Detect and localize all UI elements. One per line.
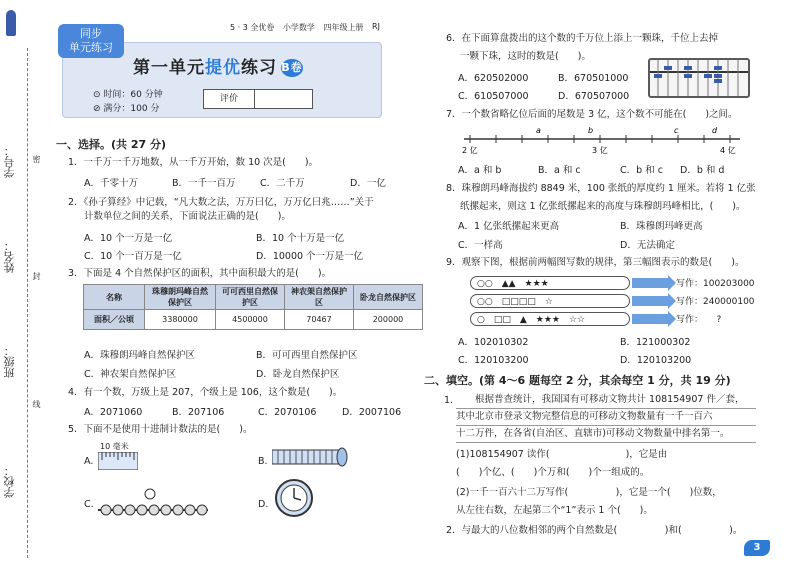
cut-line — [27, 48, 28, 558]
option[interactable]: A．1 亿张纸摞起来更高 — [458, 221, 560, 232]
question-2-line2: 计数单位之间的关系，下面说法正确的是( )。 — [84, 211, 291, 222]
question-7: 7．一个数省略亿位后面的尾数是 3 亿，这个数不可能在( )之间。 — [446, 109, 738, 120]
question-8-line2: 纸摞起来，则这 1 亿张纸摞起来的高度与珠穆朗玛峰相比，( )。 — [460, 201, 746, 212]
option[interactable]: B．可可西里自然保护区 — [256, 350, 358, 361]
question-6-line2: 一颗下珠，这时的数是( )。 — [460, 51, 591, 62]
abacus-figure — [648, 58, 750, 98]
abacus-line-figure — [98, 484, 208, 520]
option[interactable]: C．2070106 — [258, 407, 317, 418]
question-number: 1. — [444, 395, 454, 406]
passage-box — [456, 392, 756, 443]
section-title: 二、填空。(第 4～6 题每空 2 分，其余每空 1 分，共 19 分) — [424, 374, 731, 387]
table-header: 珠穆朗玛峰自然保护区 — [145, 285, 216, 310]
option[interactable]: D．2007106 — [342, 407, 402, 418]
passage-line: 其中北京市登录文物完整信息的可移动文物数量有一千一百六 — [456, 409, 756, 426]
name-field[interactable]: 姓名： — [3, 240, 16, 273]
ruler-figure — [98, 452, 138, 470]
ruler-label: 10 毫米 — [100, 442, 129, 451]
book-meta — [230, 22, 380, 33]
title-highlight: 提优 — [205, 58, 241, 78]
evaluation-input[interactable] — [255, 90, 312, 108]
series-name: 5 · 3 全优卷 — [230, 23, 275, 32]
evaluation-label: 评价 — [204, 90, 255, 108]
class-field[interactable]: 班级： — [3, 345, 16, 378]
option[interactable]: D. — [258, 499, 269, 510]
point-label: a — [536, 126, 541, 135]
score-info: ⊘ 满分：100 分 — [93, 104, 160, 114]
question-1: 1．一千万一千万地数，从一千万开始，数 10 次是( )。 — [68, 157, 319, 168]
unit-badge — [58, 24, 124, 58]
point-label: b — [588, 126, 594, 135]
option[interactable]: B．10 个十万是一亿 — [256, 233, 345, 244]
write-result: 写作： ? — [676, 315, 722, 325]
table-header: 神农架自然保护区 — [285, 285, 354, 310]
option[interactable]: C．120103200 — [458, 355, 529, 366]
option[interactable]: D．无法确定 — [620, 240, 675, 251]
option[interactable]: B．670501000 — [558, 73, 629, 84]
passage-line: 十二万件，在各省(自治区、直辖市)可移动文物数量中排名第一。 — [456, 426, 756, 443]
title-badge: B卷 — [281, 59, 303, 77]
evaluation-box[interactable] — [203, 89, 313, 109]
option[interactable]: A．珠穆朗玛峰自然保护区 — [84, 350, 195, 361]
sub-question-1: (1)108154907 读作( )，它是由 — [456, 449, 668, 460]
options-q3a — [84, 347, 358, 361]
table-cell: 70467 — [285, 310, 354, 330]
clock-figure — [274, 478, 314, 518]
arrow-icon — [632, 296, 668, 306]
option[interactable]: A．620502000 — [458, 73, 529, 84]
point-label: d — [712, 126, 718, 135]
option[interactable]: C．一样高 — [458, 240, 503, 251]
option[interactable]: D．120103200 — [620, 355, 692, 366]
axis-label: 2 亿 — [462, 146, 478, 155]
badge-line2: 单元练习 — [69, 41, 113, 54]
pattern-row-3: ○ □□ ▲ ★★★ ☆☆ — [470, 312, 630, 326]
point-label: c — [674, 126, 679, 135]
option[interactable]: A．102010302 — [458, 337, 529, 348]
pattern-row-1: ○○ ▲▲ ★★★ — [470, 276, 630, 290]
option[interactable]: D．10000 个一万是一亿 — [256, 251, 364, 262]
sub-question-2b: 从左往右数，左起第二个“1”表示 1 个( )。 — [456, 505, 653, 516]
option[interactable]: B．一千一百万 — [172, 178, 236, 189]
sub-question-2: (2)一千一百六十二万写作( )，它是一个( )位数， — [456, 487, 722, 498]
badge-line1: 同步 — [80, 27, 102, 40]
option[interactable]: A．a 和 b — [458, 165, 502, 176]
question-4: 4．有一个数，万级上是 207，个级上是 106，这个数是( )。 — [68, 387, 343, 398]
option[interactable]: D．卧龙自然保护区 — [256, 369, 340, 380]
options-q3b — [84, 366, 339, 380]
options-q2b — [84, 248, 363, 262]
abacus-beads — [650, 60, 748, 96]
title-pre: 第一单元 — [133, 58, 205, 78]
option[interactable]: A．10 个一万是一亿 — [84, 233, 173, 244]
option[interactable]: D．b 和 d — [680, 165, 725, 176]
options-q2a — [84, 230, 344, 244]
option[interactable]: C．610507000 — [458, 91, 529, 102]
option[interactable]: C．神农架自然保护区 — [84, 369, 177, 380]
arrow-icon — [632, 278, 668, 288]
spring-figure — [272, 446, 348, 468]
options-q4 — [84, 404, 401, 418]
axis-label: 4 亿 — [720, 146, 736, 155]
sub-question-1b: ( )个亿、( )个万和( )个一组成的。 — [456, 467, 650, 478]
table-cell: 200000 — [354, 310, 423, 330]
question-2-line1: 2．《孙子算经》中记载，“凡大数之法，万万曰亿，万万亿曰兆……”关于 — [68, 197, 374, 208]
options-q7 — [458, 162, 724, 176]
options-q9b — [458, 352, 691, 366]
passage-line: 根据普查统计，我国国有可移动文物共计 108154907 件／套， — [456, 392, 756, 409]
option[interactable]: A．2071060 — [84, 407, 143, 418]
school-field[interactable]: 学校： — [3, 465, 16, 498]
subject-name: 小学数学 — [282, 23, 315, 32]
reserve-table — [83, 284, 423, 330]
table-cell: 3380000 — [145, 310, 216, 330]
options-q1 — [84, 175, 386, 189]
option[interactable]: C．二千万 — [260, 178, 305, 189]
table-header: 名称 — [84, 285, 145, 310]
grade-name: 四年级上册 — [323, 23, 364, 32]
option[interactable]: D．670507000 — [558, 91, 630, 102]
arrow-icon — [632, 314, 668, 324]
score-text: 满分：100 分 — [103, 104, 160, 114]
binding-margin — [0, 0, 44, 566]
seal-mark: 密 — [32, 155, 41, 163]
question-3: 3．下面是 4 个自然保护区的面积，其中面积最大的是( )。 — [68, 268, 332, 279]
question-6-line1: 6．在下面算盘拨出的这个数的千万位上添上一颗珠，千位上去掉 — [446, 33, 719, 44]
option[interactable]: B．珠穆朗玛峰更高 — [620, 221, 703, 232]
time-text: 时间：60 分钟 — [103, 90, 163, 100]
seal-mark: 线 — [32, 400, 41, 408]
edition-name: RJ — [372, 22, 380, 31]
option[interactable]: C．b 和 c — [620, 165, 663, 176]
option[interactable]: A. — [84, 456, 94, 467]
question-5: 5．下面不是使用十进制计数法的是( )。 — [68, 424, 253, 435]
seal-mark: 封 — [32, 272, 41, 280]
table-header: 卧龙自然保护区 — [354, 285, 423, 310]
axis-label: 3 亿 — [592, 146, 608, 155]
time-info: ⊙ 时间：60 分钟 — [93, 90, 163, 100]
section-title: 一、选择。(共 27 分) — [56, 138, 167, 151]
rocket-icon — [6, 10, 16, 36]
table-cell: 4500000 — [216, 310, 285, 330]
table-row-label: 面积／公顷 — [84, 310, 145, 330]
number-line — [460, 125, 745, 155]
table-header: 可可西里自然保护区 — [216, 285, 285, 310]
write-result: 写作：240000100 — [676, 297, 755, 307]
options-q6a — [458, 70, 628, 84]
student-id-field[interactable]: 学号： — [3, 145, 16, 178]
options-q6b — [458, 88, 629, 102]
options-q8b — [458, 237, 675, 251]
option[interactable]: C. — [84, 499, 94, 510]
option[interactable]: A．千零十万 — [84, 178, 138, 189]
option[interactable]: C．10 个一百万是一亿 — [84, 251, 182, 262]
question-9: 9．观察下图，根据前两幅图写数的规律，第三幅图表示的数是( )。 — [446, 257, 745, 268]
question-11: 2．与最大的八位数相邻的两个自然数是( )和( )。 — [446, 525, 743, 536]
option[interactable]: B．207106 — [172, 407, 225, 418]
option[interactable]: B．a 和 c — [538, 165, 581, 176]
option[interactable]: B．121000302 — [620, 337, 691, 348]
pattern-row-2: ○○ □□□□ ☆ — [470, 294, 630, 308]
question-8-line1: 8．珠穆朗玛峰海拔约 8849 米，100 张纸的厚度约 1 厘米。若将 1 亿张 — [446, 183, 756, 194]
write-result: 写作：100203000 — [676, 279, 755, 289]
option[interactable]: D．一亿 — [350, 178, 386, 189]
option[interactable]: B. — [258, 456, 268, 467]
page-number: 3 — [744, 540, 770, 556]
options-q9a — [458, 334, 690, 348]
page-title — [133, 53, 303, 78]
options-q8a — [458, 218, 703, 232]
title-post: 练习 — [241, 58, 277, 78]
